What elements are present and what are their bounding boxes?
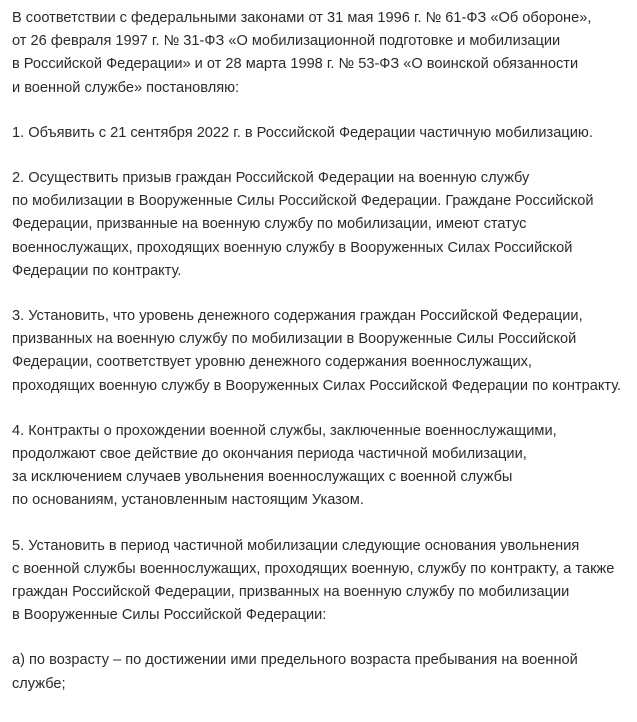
text-line: в Российской Федерации» и от 28 марта 1998 г. № 53-ФЗ «О воинской обязанности — [12, 56, 579, 73]
text-line: за исключением случаев увольнения военнослужащих с военной службы — [12, 469, 513, 486]
text-line: Федерации, призванные на военную службу по мобилизации, имеют статус — [12, 216, 527, 233]
text-line: 3. Установить, что уровень денежного содержания граждан Российской Федерации, — [12, 308, 583, 325]
text-line: 2. Осуществить призыв граждан Российской Федерации на военную службу — [12, 170, 530, 187]
text-line: по мобилизации в Вооруженные Силы Российской Федерации. Граждане Российской — [12, 193, 594, 210]
text-line: граждан Российской Федерации, призванных на военную службу по мобилизации — [12, 584, 570, 601]
text-line: а) по возрасту – по достижении ими предельного возраста пребывания на военной — [12, 652, 578, 669]
text-line: 1. Объявить с 21 сентября 2022 г. в Российской Федерации частичную мобилизацию. — [12, 124, 593, 141]
paragraph-preamble — [12, 7, 637, 100]
paragraph-item-5 — [12, 535, 637, 628]
text-line: призванных на военную службу по мобилизации в Вооруженные Силы Российской — [12, 331, 577, 348]
paragraph-item-3 — [12, 305, 637, 398]
text-line: от 26 февраля 1997 г. № 31-ФЗ «О мобилизационной подготовке и мобилизации — [12, 33, 561, 50]
paragraph-item-1 — [12, 122, 637, 145]
text-line: продолжают свое действие до окончания периода частичной мобилизации, — [12, 446, 527, 463]
text-line: 4. Контракты о прохождении военной службы, заключенные военнослужащими, — [12, 422, 557, 439]
text-line: военнослужащих, проходящих военную службу в Вооруженных Силах Российской — [12, 239, 573, 256]
text-line: Федерации, соответствует уровню денежного содержания военнослужащих, — [12, 354, 532, 371]
paragraph-item-4 — [12, 420, 637, 513]
text-line: по основаниям, установленным настоящим Указом. — [12, 492, 364, 509]
text-line: 5. Установить в период частичной мобилизации следующие основания увольнения — [12, 537, 580, 554]
paragraph-item-2 — [12, 167, 637, 283]
text-line: проходящих военную службу в Вооруженных Силах Российской Федерации по контракту. — [12, 377, 622, 394]
paragraph-item-5a — [12, 649, 637, 695]
text-line: Федерации по контракту. — [12, 262, 182, 279]
text-line: В соответствии с федеральными законами от 31 мая 1996 г. № 61-ФЗ «Об обороне», — [12, 10, 592, 26]
text-line: в Вооруженные Силы Российской Федерации: — [12, 607, 327, 624]
text-line: службе; — [12, 675, 66, 692]
text-line: и военной службе» постановляю: — [12, 79, 240, 96]
text-line: с военной службы военнослужащих, проходящих военную, службу по контракту, а также — [12, 560, 615, 577]
